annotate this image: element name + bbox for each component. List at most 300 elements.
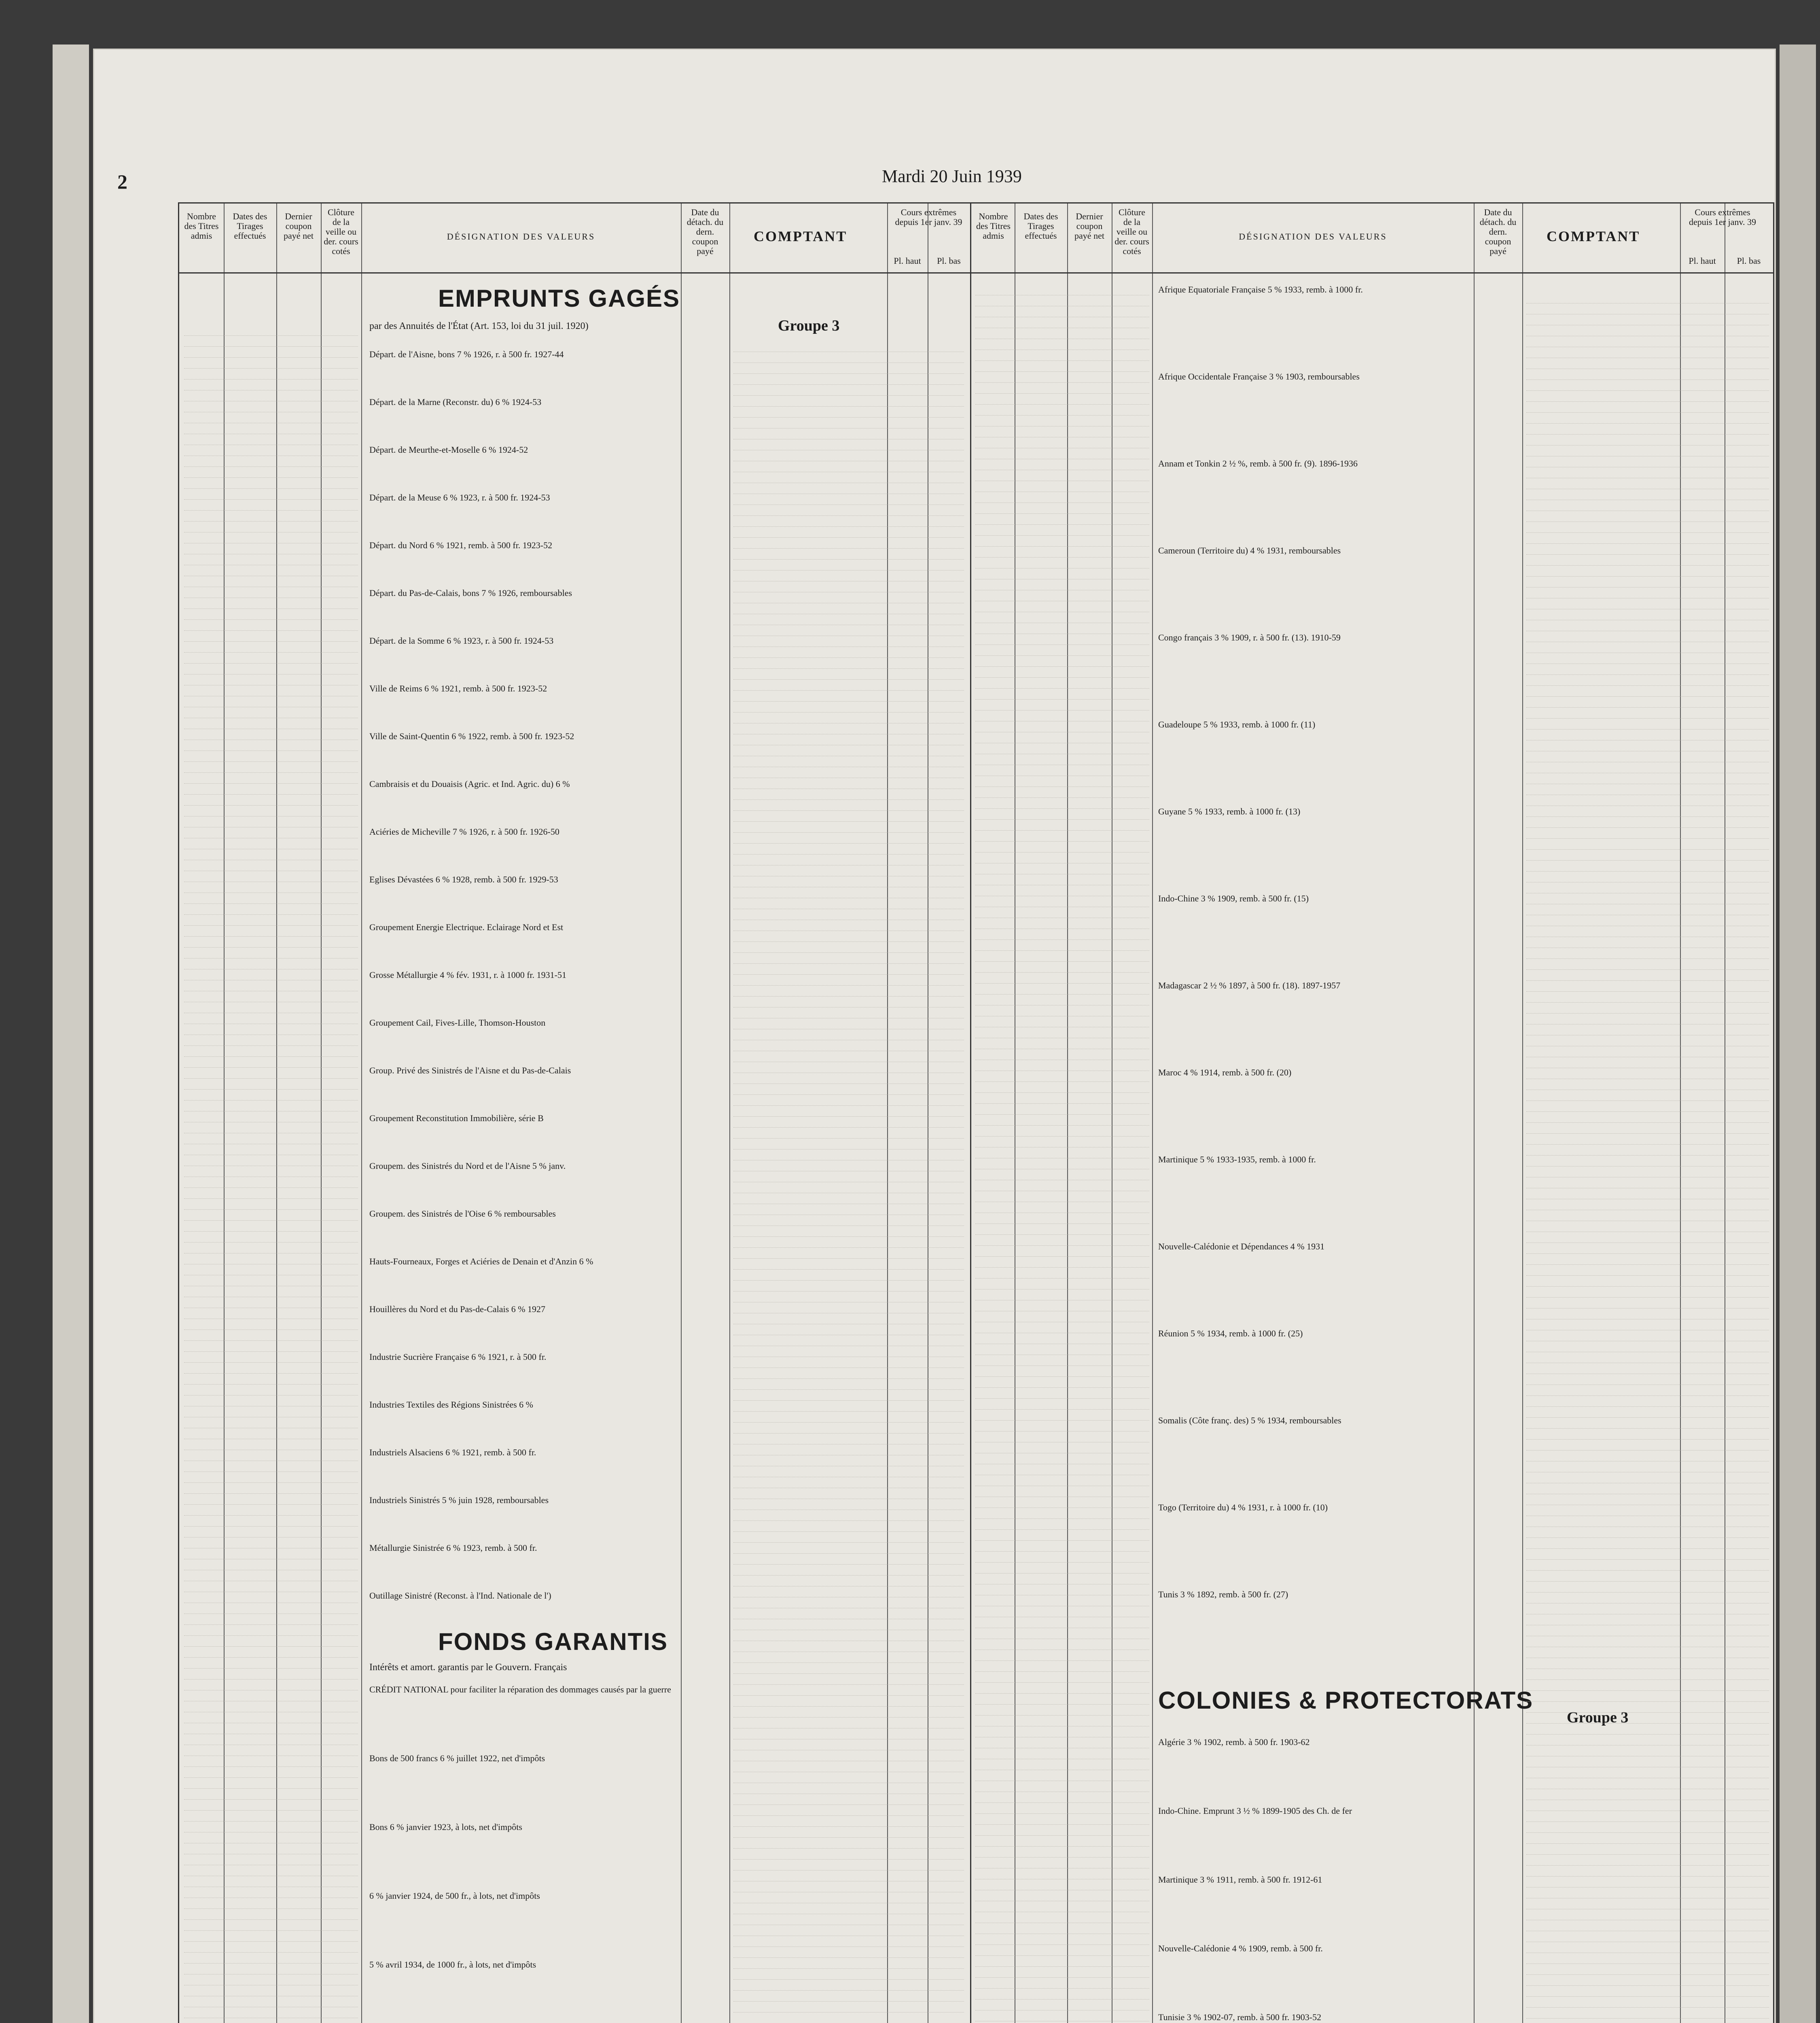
numeric-row <box>184 685 358 696</box>
numeric-row <box>1526 347 1769 358</box>
numeric-row <box>1526 784 1769 795</box>
numeric-row <box>184 1166 358 1177</box>
numeric-row <box>975 1901 1149 1912</box>
numeric-row <box>1526 740 1769 751</box>
quotation-table <box>178 202 1774 2023</box>
numeric-row <box>733 1521 964 1532</box>
numeric-row <box>733 1597 964 1608</box>
numeric-row <box>1526 1636 1769 1647</box>
numeric-row <box>733 822 964 833</box>
numeric-row <box>733 1029 964 1040</box>
numeric-row <box>184 1527 358 1537</box>
security-entry: Industriels Alsaciens 6 % 1921, remb. à 500 fr. <box>369 1447 536 1457</box>
numeric-row <box>975 328 1149 339</box>
numeric-row <box>1526 1800 1769 1811</box>
numeric-row <box>733 1226 964 1237</box>
numeric-row <box>733 1794 964 1805</box>
numeric-row <box>184 816 358 827</box>
numeric-row <box>184 740 358 751</box>
numeric-row <box>733 942 964 953</box>
numeric-row <box>184 1264 358 1275</box>
numeric-row <box>733 1827 964 1838</box>
numeric-row <box>975 1005 1149 1016</box>
numeric-row <box>1526 2008 1769 2019</box>
numeric-row <box>1526 598 1769 609</box>
numeric-row <box>184 1614 358 1625</box>
numeric-row <box>975 940 1149 951</box>
numeric-row <box>733 1455 964 1466</box>
numeric-row <box>1526 1177 1769 1188</box>
numeric-row <box>1526 719 1769 729</box>
numeric-row <box>1526 1287 1769 1298</box>
numeric-row <box>184 576 358 587</box>
security-entry: Métallurgie Sinistrée 6 % 1923, remb. à 500 fr. <box>369 1543 537 1553</box>
numeric-row <box>975 710 1149 721</box>
numeric-row <box>184 1221 358 1232</box>
numeric-row <box>1526 1593 1769 1603</box>
numeric-row <box>1526 1090 1769 1101</box>
numeric-row <box>184 1253 358 1264</box>
numeric-row <box>1526 489 1769 500</box>
numeric-row <box>975 1366 1149 1377</box>
numeric-row <box>184 1035 358 1046</box>
numeric-row <box>733 1204 964 1215</box>
numeric-row <box>1526 642 1769 653</box>
numeric-row <box>733 855 964 865</box>
header-designation: DÉSIGNATION DES VALEURS <box>1239 231 1387 242</box>
numeric-row <box>1526 1483 1769 1494</box>
security-entry: Départ. du Pas-de-Calais, bons 7 % 1926, remboursables <box>369 588 572 598</box>
numeric-row <box>184 1964 358 1974</box>
numeric-row <box>733 1007 964 1018</box>
header-date-detach: Date du détach. du dern. coupon payé <box>686 207 724 256</box>
price-columns-right <box>1526 293 1769 2023</box>
header-dernier: Dernier coupon payé net <box>284 211 314 241</box>
header-cloture: Clôture de la veille ou der. cours cotés <box>1114 207 1149 256</box>
numeric-row <box>184 489 358 500</box>
numeric-row <box>1526 1494 1769 1505</box>
numeric-row <box>1526 1549 1769 1560</box>
numeric-row <box>975 1169 1149 1180</box>
security-entry: Togo (Territoire du) 4 % 1931, r. à 1000 fr. (10) <box>1158 1502 1328 1512</box>
numeric-row <box>1526 1975 1769 1986</box>
numeric-row <box>184 1002 358 1013</box>
numeric-row <box>733 1554 964 1565</box>
numeric-row <box>1526 686 1769 697</box>
numeric-row <box>733 396 964 407</box>
numeric-row <box>733 1870 964 1881</box>
numeric-row <box>975 984 1149 995</box>
security-entry: Groupement Energie Electrique. Eclairage Nord et Est <box>369 922 564 932</box>
numeric-row <box>184 1483 358 1494</box>
numeric-row <box>184 1111 358 1122</box>
numeric-row <box>733 1816 964 1827</box>
security-entry: Départ. de Meurthe-et-Moselle 6 % 1924-52 <box>369 445 528 455</box>
numeric-row <box>733 516 964 527</box>
numeric-row <box>184 1658 358 1669</box>
numeric-row <box>1526 1833 1769 1844</box>
numeric-row <box>975 1082 1149 1093</box>
numeric-row <box>733 1510 964 1521</box>
security-entry: Industries Textiles des Régions Sinistrées 6 % <box>369 1400 534 1410</box>
numeric-row <box>733 1903 964 1914</box>
numeric-row <box>184 1210 358 1221</box>
numeric-row <box>733 549 964 560</box>
numeric-row <box>975 2021 1149 2023</box>
numeric-row <box>733 592 964 603</box>
numeric-row <box>975 1279 1149 1289</box>
numeric-row <box>184 1013 358 1024</box>
numeric-row <box>1526 1265 1769 1276</box>
numeric-row <box>975 525 1149 536</box>
numeric-row <box>733 1958 964 1969</box>
numeric-row <box>1526 1057 1769 1068</box>
numeric-row <box>975 1814 1149 1825</box>
numeric-row <box>184 1319 358 1330</box>
header-nombre: Nombre des Titres admis <box>184 211 219 241</box>
numeric-row <box>1526 358 1769 369</box>
section-emprunts-gages-subtitle: par des Annuités de l'État (Art. 153, loi du 31 juil. 1920) <box>369 321 589 331</box>
numeric-row <box>184 1570 358 1581</box>
security-entry: Group. Privé des Sinistrés de l'Aisne et du Pas-de-Calais <box>369 1065 571 1075</box>
numeric-row <box>184 1155 358 1166</box>
numeric-row <box>975 492 1149 503</box>
numeric-row <box>184 1636 358 1647</box>
numeric-row <box>184 1297 358 1308</box>
numeric-row <box>1526 1669 1769 1680</box>
numeric-row <box>184 500 358 511</box>
numeric-row <box>184 1079 358 1090</box>
numeric-row <box>975 284 1149 295</box>
security-entry: Cameroun (Territoire du) 4 % 1931, remboursables <box>1158 545 1341 556</box>
numeric-row <box>975 339 1149 350</box>
numeric-row <box>733 647 964 658</box>
security-entry: Ville de Saint-Quentin 6 % 1922, remb. à 500 fr. 1923-52 <box>369 731 574 741</box>
numeric-row <box>733 1401 964 1412</box>
header-pl-bas: Pl. bas <box>937 256 961 266</box>
numeric-row <box>975 1858 1149 1868</box>
numeric-row <box>733 1838 964 1849</box>
security-entry: Bons 6 % janvier 1923, à lots, net d'impôts <box>369 1822 522 1832</box>
numeric-row <box>184 1647 358 1658</box>
numeric-row <box>975 295 1149 306</box>
numeric-row <box>733 2012 964 2023</box>
numeric-row <box>184 445 358 456</box>
numeric-row <box>1526 555 1769 566</box>
numeric-row <box>1526 522 1769 533</box>
numeric-row <box>1526 1658 1769 1669</box>
numeric-row <box>184 1701 358 1712</box>
numeric-row <box>1526 1352 1769 1363</box>
numeric-row <box>733 1772 964 1783</box>
col-rule <box>729 204 730 2023</box>
numeric-row <box>1526 1123 1769 1134</box>
security-entry: Groupement Reconstitution Immobilière, série B <box>369 1113 544 1123</box>
numeric-row <box>184 554 358 565</box>
numeric-row <box>1526 653 1769 664</box>
numeric-row <box>975 929 1149 940</box>
numeric-row <box>733 1193 964 1204</box>
numeric-row <box>975 394 1149 405</box>
numeric-row <box>975 634 1149 645</box>
numeric-row <box>975 601 1149 612</box>
numeric-row <box>733 1608 964 1619</box>
numeric-row <box>733 1215 964 1226</box>
numeric-row <box>1526 2019 1769 2023</box>
numeric-row <box>733 1641 964 1652</box>
numeric-row <box>1526 839 1769 850</box>
numeric-row <box>184 1625 358 1636</box>
numeric-row <box>184 871 358 882</box>
numeric-row <box>184 718 358 729</box>
numeric-row <box>184 1450 358 1461</box>
numeric-row <box>975 1803 1149 1814</box>
numeric-row <box>975 765 1149 776</box>
numeric-row <box>1526 773 1769 784</box>
numeric-row <box>975 1289 1149 1300</box>
numeric-row <box>1526 478 1769 489</box>
numeric-row <box>1526 1068 1769 1079</box>
security-entry: Nouvelle-Calédonie 4 % 1909, remb. à 500 fr. <box>1158 1943 1323 1953</box>
groupe-label-left: Groupe 3 <box>778 317 840 334</box>
numeric-row <box>733 1444 964 1455</box>
numeric-row <box>184 1898 358 1909</box>
numeric-row <box>733 844 964 855</box>
numeric-row <box>975 1563 1149 1573</box>
numeric-row <box>1526 609 1769 620</box>
numeric-row <box>975 1388 1149 1399</box>
numeric-row <box>733 461 964 472</box>
numeric-row <box>975 1202 1149 1213</box>
numeric-row <box>975 1879 1149 1890</box>
numeric-row <box>733 1171 964 1182</box>
numeric-row <box>1526 992 1769 1003</box>
numeric-row <box>733 745 964 756</box>
numeric-row <box>733 418 964 428</box>
numeric-row <box>1526 1571 1769 1582</box>
numeric-row <box>1526 314 1769 325</box>
numeric-row <box>184 2007 358 2018</box>
numeric-row <box>1526 1516 1769 1527</box>
numeric-row <box>184 1352 358 1363</box>
numeric-row <box>733 865 964 876</box>
security-entry: Tunis 3 % 1892, remb. à 500 fr. (27) <box>1158 1589 1288 1599</box>
numeric-row <box>733 625 964 636</box>
numeric-row <box>184 336 358 347</box>
numeric-row <box>975 1836 1149 1847</box>
numeric-row <box>975 1737 1149 1748</box>
numeric-row <box>1526 293 1769 303</box>
numeric-row <box>733 997 964 1007</box>
numeric-row <box>1526 1603 1769 1614</box>
numeric-row <box>975 1147 1149 1158</box>
section-emprunts-gages: EMPRUNTS GAGÉS <box>438 285 680 312</box>
numeric-row <box>1526 1964 1769 1975</box>
numeric-row <box>975 361 1149 372</box>
numeric-row <box>184 1603 358 1614</box>
numeric-row <box>184 1232 358 1243</box>
numeric-row <box>1526 1778 1769 1789</box>
numeric-row <box>1526 1232 1769 1243</box>
numeric-row <box>1526 1527 1769 1538</box>
security-entry: Annam et Tonkin 2 ½ %, remb. à 500 fr. (9). 1896-1936 <box>1158 458 1358 469</box>
price-columns-left <box>733 341 964 2023</box>
numeric-row <box>1526 1789 1769 1800</box>
numeric-row <box>184 696 358 707</box>
numeric-row <box>975 2010 1149 2021</box>
numeric-row <box>975 1311 1149 1322</box>
numeric-row <box>733 1892 964 1903</box>
numeric-row <box>184 609 358 620</box>
numeric-row <box>975 1442 1149 1453</box>
numeric-row <box>975 1989 1149 2000</box>
numeric-row <box>1526 1855 1769 1866</box>
numeric-row <box>975 1661 1149 1672</box>
numeric-row <box>975 1705 1149 1716</box>
header-pl-haut: Pl. haut <box>894 256 921 266</box>
numeric-row <box>975 1923 1149 1934</box>
numeric-row <box>184 1439 358 1450</box>
numeric-row <box>733 756 964 767</box>
security-entry: Ville de Reims 6 % 1921, remb. à 500 fr. 1923-52 <box>369 683 547 693</box>
numeric-row <box>184 795 358 806</box>
numeric-row <box>1526 1134 1769 1145</box>
numeric-row <box>733 887 964 898</box>
numeric-row <box>733 713 964 723</box>
numeric-row <box>184 543 358 554</box>
numeric-row <box>184 1745 358 1756</box>
numeric-row <box>1526 1341 1769 1352</box>
numeric-row <box>975 536 1149 547</box>
numeric-row <box>184 948 358 958</box>
numeric-row <box>733 1499 964 1510</box>
numeric-row <box>1526 1418 1769 1429</box>
col-rule <box>1522 204 1523 2023</box>
numeric-row <box>975 1650 1149 1661</box>
security-entry: 5 % avril 1934, de 1000 fr., à lots, net d'impôts <box>369 1959 536 1970</box>
header-designation: DÉSIGNATION DES VALEURS <box>447 231 595 242</box>
numeric-row <box>733 876 964 887</box>
numeric-row <box>975 317 1149 328</box>
header-pl-bas: Pl. bas <box>1737 256 1761 266</box>
numeric-row <box>1526 697 1769 708</box>
numeric-row <box>1526 620 1769 631</box>
numeric-row <box>733 1488 964 1499</box>
numeric-row <box>1526 1024 1769 1035</box>
numeric-row <box>975 1890 1149 1901</box>
numeric-row <box>184 1865 358 1876</box>
numeric-row <box>184 511 358 522</box>
numeric-row <box>733 975 964 986</box>
numeric-row <box>733 723 964 734</box>
numeric-row <box>1526 1079 1769 1090</box>
numeric-row <box>733 1477 964 1488</box>
numeric-row <box>1526 1363 1769 1374</box>
numeric-row <box>733 931 964 942</box>
numeric-row <box>733 603 964 614</box>
numeric-row <box>975 1431 1149 1442</box>
numeric-row <box>1526 817 1769 828</box>
numeric-row <box>733 1313 964 1324</box>
numeric-row <box>1526 369 1769 380</box>
numeric-row <box>1526 380 1769 391</box>
numeric-row <box>975 1639 1149 1650</box>
numeric-row <box>975 1552 1149 1563</box>
numeric-row <box>1526 1614 1769 1625</box>
numeric-row <box>184 882 358 893</box>
page-number: 2 <box>117 170 127 193</box>
numeric-row <box>184 1843 358 1854</box>
numeric-row <box>733 1849 964 1860</box>
numeric-row <box>733 964 964 975</box>
numeric-row <box>1526 435 1769 445</box>
numeric-row <box>184 849 358 860</box>
numeric-row <box>1526 1407 1769 1418</box>
numeric-row <box>975 1344 1149 1355</box>
security-entry: Grosse Métallurgie 4 % fév. 1931, r. à 1000 fr. 1931-51 <box>369 970 566 980</box>
security-entry: Réunion 5 % 1934, remb. à 1000 fr. (25) <box>1158 1328 1303 1338</box>
security-entry: Hauts-Fourneaux, Forges et Aciéries de Denain et d'Anzin 6 % <box>369 1256 593 1266</box>
numeric-row <box>733 1936 964 1947</box>
numeric-row <box>733 352 964 363</box>
numeric-row <box>1526 1756 1769 1767</box>
numeric-row <box>733 527 964 538</box>
numeric-row <box>1526 1505 1769 1516</box>
numeric-row <box>975 1257 1149 1268</box>
numeric-row <box>1526 981 1769 992</box>
numeric-row <box>184 784 358 795</box>
numeric-row <box>975 1016 1149 1027</box>
col-rule <box>1474 204 1475 2023</box>
security-entry: Indo-Chine. Emprunt 3 ½ % 1899-1905 des Ch. de fer <box>1158 1806 1352 1816</box>
security-entry: Outillage Sinistré (Reconst. à l'Ind. Nationale de l') <box>369 1590 551 1601</box>
numeric-row <box>1526 1887 1769 1898</box>
numeric-row <box>975 1475 1149 1486</box>
numeric-row <box>975 372 1149 383</box>
numeric-row <box>975 1672 1149 1683</box>
numeric-row <box>1526 1330 1769 1341</box>
numeric-row <box>975 1748 1149 1759</box>
numeric-row <box>733 341 964 352</box>
numeric-row <box>1526 729 1769 740</box>
numeric-row <box>975 579 1149 590</box>
numeric-row <box>184 532 358 543</box>
security-entry: CRÉDIT NATIONAL pour faciliter la réparation des dommages causés par la guerre <box>369 1684 671 1694</box>
numeric-row <box>184 434 358 445</box>
security-entry: Départ. de l'Aisne, bons 7 % 1926, r. à 500 fr. 1927-44 <box>369 349 564 359</box>
numeric-row <box>1526 1188 1769 1199</box>
numeric-row <box>1526 500 1769 511</box>
numeric-row <box>184 478 358 489</box>
numeric-row <box>733 570 964 581</box>
numeric-row <box>733 1466 964 1477</box>
numeric-row <box>184 522 358 532</box>
security-entry: Madagascar 2 ½ % 1897, à 500 fr. (18). 1897-1957 <box>1158 980 1341 990</box>
numeric-row <box>184 904 358 915</box>
numeric-row <box>733 1674 964 1685</box>
numeric-row <box>1526 1101 1769 1112</box>
security-entry: Guadeloupe 5 % 1933, remb. à 1000 fr. (11) <box>1158 719 1316 729</box>
numeric-row <box>184 456 358 467</box>
numeric-row <box>1526 1472 1769 1483</box>
numeric-row <box>184 1669 358 1679</box>
numeric-row <box>733 538 964 549</box>
numeric-row <box>1526 926 1769 937</box>
numeric-row <box>733 1630 964 1641</box>
numeric-row <box>975 448 1149 459</box>
numeric-row <box>1526 1199 1769 1210</box>
numeric-row <box>1526 1953 1769 1964</box>
